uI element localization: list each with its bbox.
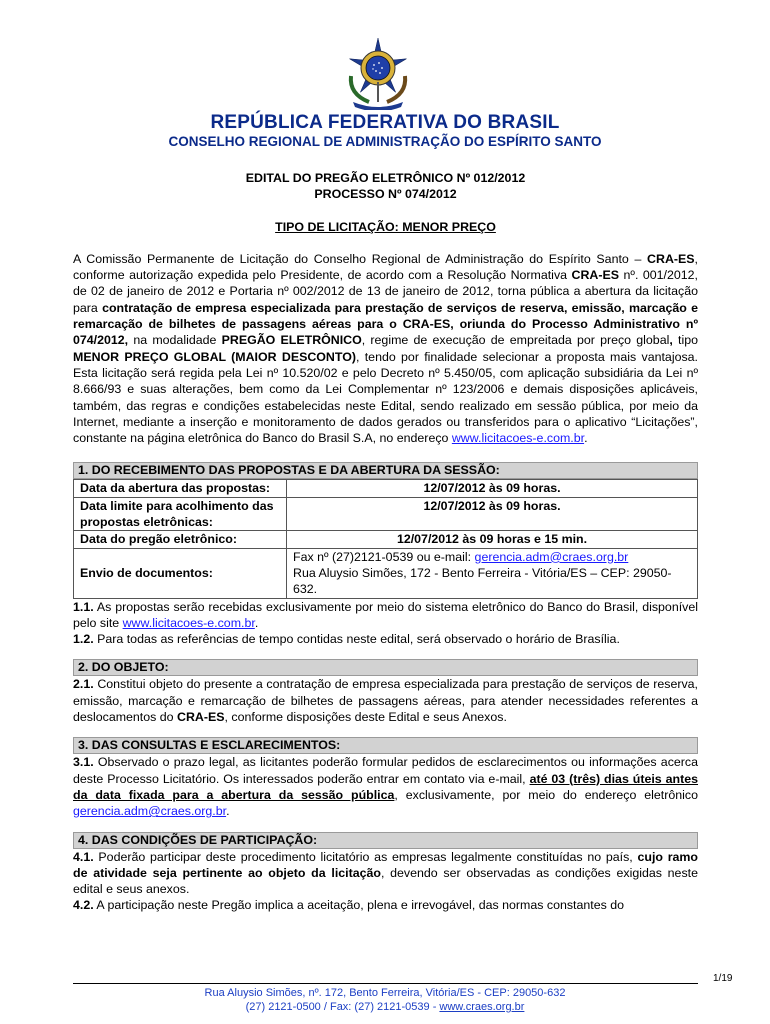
website-link[interactable]: www.craes.org.br xyxy=(439,1001,525,1013)
council-subtitle: CONSELHO REGIONAL DE ADMINISTRAÇÃO DO ESPÍRITO SANTO xyxy=(168,134,602,149)
item-1-2: 1.2. Para todas as referências de tempo contidas neste edital, será observado o horário de Brasília. xyxy=(73,632,620,647)
edital-title: EDITAL DO PREGÃO ELETRÔNICO Nº 012/2012 xyxy=(245,171,526,185)
item-3-1: 3.1. Observado o prazo legal, as licitantes poderão formular pedidos de esclarecimentos ou informações acerca deste Processo Licitatório. Os interessados poderão entrar em contato via e-mail, até 03 (três) dias úteis antes da data fixada para a abertura da sessão pública, exclusivamente, por meio do endereço eletrônico gerencia.adm@craes.org.br. xyxy=(73,755,699,819)
section-3-heading: 3. DAS CONSULTAS E ESCLARECIMENTOS: xyxy=(73,737,698,754)
row-value: 12/07/2012 às 09 horas. xyxy=(287,480,698,497)
schedule-table xyxy=(73,479,698,598)
document-body xyxy=(73,170,698,914)
email-link[interactable]: gerencia.adm@craes.org.br xyxy=(73,804,227,819)
intro-paragraph: A Comissão Permanente de Licitação do Conselho Regional de Administração do Espírito Santo – CRA-ES, conforme autorização expedida pelo Presidente, de acordo com a Resolução Normativa CRA-ES nº. 001/2012, de 02 de janeiro de 2012 e Portaria nº 002/2012 de 13 de janeiro de 2012, torna pública a abertura da licitação para contratação de empresa especializada para prestação de serviços de reserva, emissão, marcação e remarcação de bilhetes de passagens aéreas para o CRA-ES, oriunda do Processo Administrativo nº 074/2012, na modalidade PREGÃO ELETRÔNICO, regime de execução de empreitada por preço global, tipo MENOR PREÇO GLOBAL (MAIOR DESCONTO), tendo por finalidade selecionar a proposta mais vantajosa. Esta licitação será regida pela Lei nº 10.520/02 e pelo Decreto nº 5.450/05, com aplicação subsidiária da Lei nº 8.666/93 e suas alterações, bem como da Lei Complementar nº 123/2006 e demais disposições aplicáveis, também, das regras e condições estabelecidas neste Edital, sendo realizado em sessão pública, por meio da Internet, mediante a inserção e monitoramento de dados gerados ou transferidos para o aplicativo “Licitações”, constante na página eletrônica do Banco do Brasil S.A, no endereço www.licitacoes-e.com.br. xyxy=(73,251,699,446)
licitacoes-link[interactable]: www.licitacoes-e.com.br xyxy=(451,431,585,446)
licitacao-type: TIPO DE LICITAÇÃO: MENOR PREÇO xyxy=(275,219,496,234)
row-label: Data do pregão eletrônico: xyxy=(74,531,287,548)
section-4-heading: 4. DAS CONDIÇÕES DE PARTICIPAÇÃO: xyxy=(73,832,698,849)
item-4-1: 4.1. Poderão participar deste procedimento licitatório as empresas legalmente constituídas no país, cujo ramo de atividade seja pertinente ao objeto da licitação, devendo ser observadas as condições exigidas neste edital e seus anexos. xyxy=(73,849,698,897)
footer-contacts: (27) 2121-0500 / Fax: (27) 2121-0539 - www.craes.org.br xyxy=(245,1001,525,1013)
item-2-1: 2.1. Constitui objeto do presente a contratação de empresa especializada para prestação de serviços de reserva, emissão, marcação e remarcação de bilhetes de passagens aéreas, para atender necessidades referentes a deslocamentos do CRA-ES, conforme disposições deste Edital e seus Anexos. xyxy=(73,677,698,725)
processo-title: PROCESSO Nº 074/2012 xyxy=(314,187,457,202)
section-1-heading: 1. DO RECEBIMENTO DAS PROPOSTAS E DA ABERTURA DA SESSÃO: xyxy=(73,462,698,479)
licitacoes-link[interactable]: www.licitacoes-e.com.br xyxy=(122,615,255,630)
item-1-1: 1.1. As propostas serão recebidas exclusivamente por meio do sistema eletrônico do Banco do Brasil, disponível pelo site www.licitacoes-e.com.br. xyxy=(73,599,698,630)
item-4-2: 4.2. A participação neste Pregão implica a aceitação, plena e irrevogável, das normas constantes do xyxy=(73,898,625,913)
republic-title: REPÚBLICA FEDERATIVA DO BRASIL xyxy=(210,112,560,133)
row-label: Data da abertura das propostas: xyxy=(74,480,287,497)
page-number: 1/19 xyxy=(713,973,733,984)
footer-address: Rua Aluysio Simões, nº. 172, Bento Ferreira, Vitória/ES - CEP: 29050-632 xyxy=(204,987,566,999)
table-row xyxy=(74,548,698,598)
row-label: Data limite para acolhimento das propostas eletrônicas: xyxy=(74,497,287,531)
row-value: 12/07/2012 às 09 horas e 15 min. xyxy=(287,531,698,548)
table-row xyxy=(74,531,698,548)
table-row xyxy=(74,497,698,531)
footer-divider xyxy=(73,983,698,984)
section-2-heading: 2. DO OBJETO: xyxy=(73,659,698,676)
row-label: Envio de documentos: xyxy=(74,548,287,598)
table-row xyxy=(74,480,698,497)
row-value: Fax nº (27)2121-0539 ou e-mail: gerencia.adm@craes.org.br Rua Aluysio Simões, 172 - Bento Ferreira - Vitória/ES – CEP: 29050-632. xyxy=(287,548,698,598)
brazil-coat-of-arms-icon xyxy=(343,38,413,110)
row-value: 12/07/2012 às 09 horas. xyxy=(287,497,698,531)
email-link[interactable]: gerencia.adm@craes.org.br xyxy=(474,549,629,564)
